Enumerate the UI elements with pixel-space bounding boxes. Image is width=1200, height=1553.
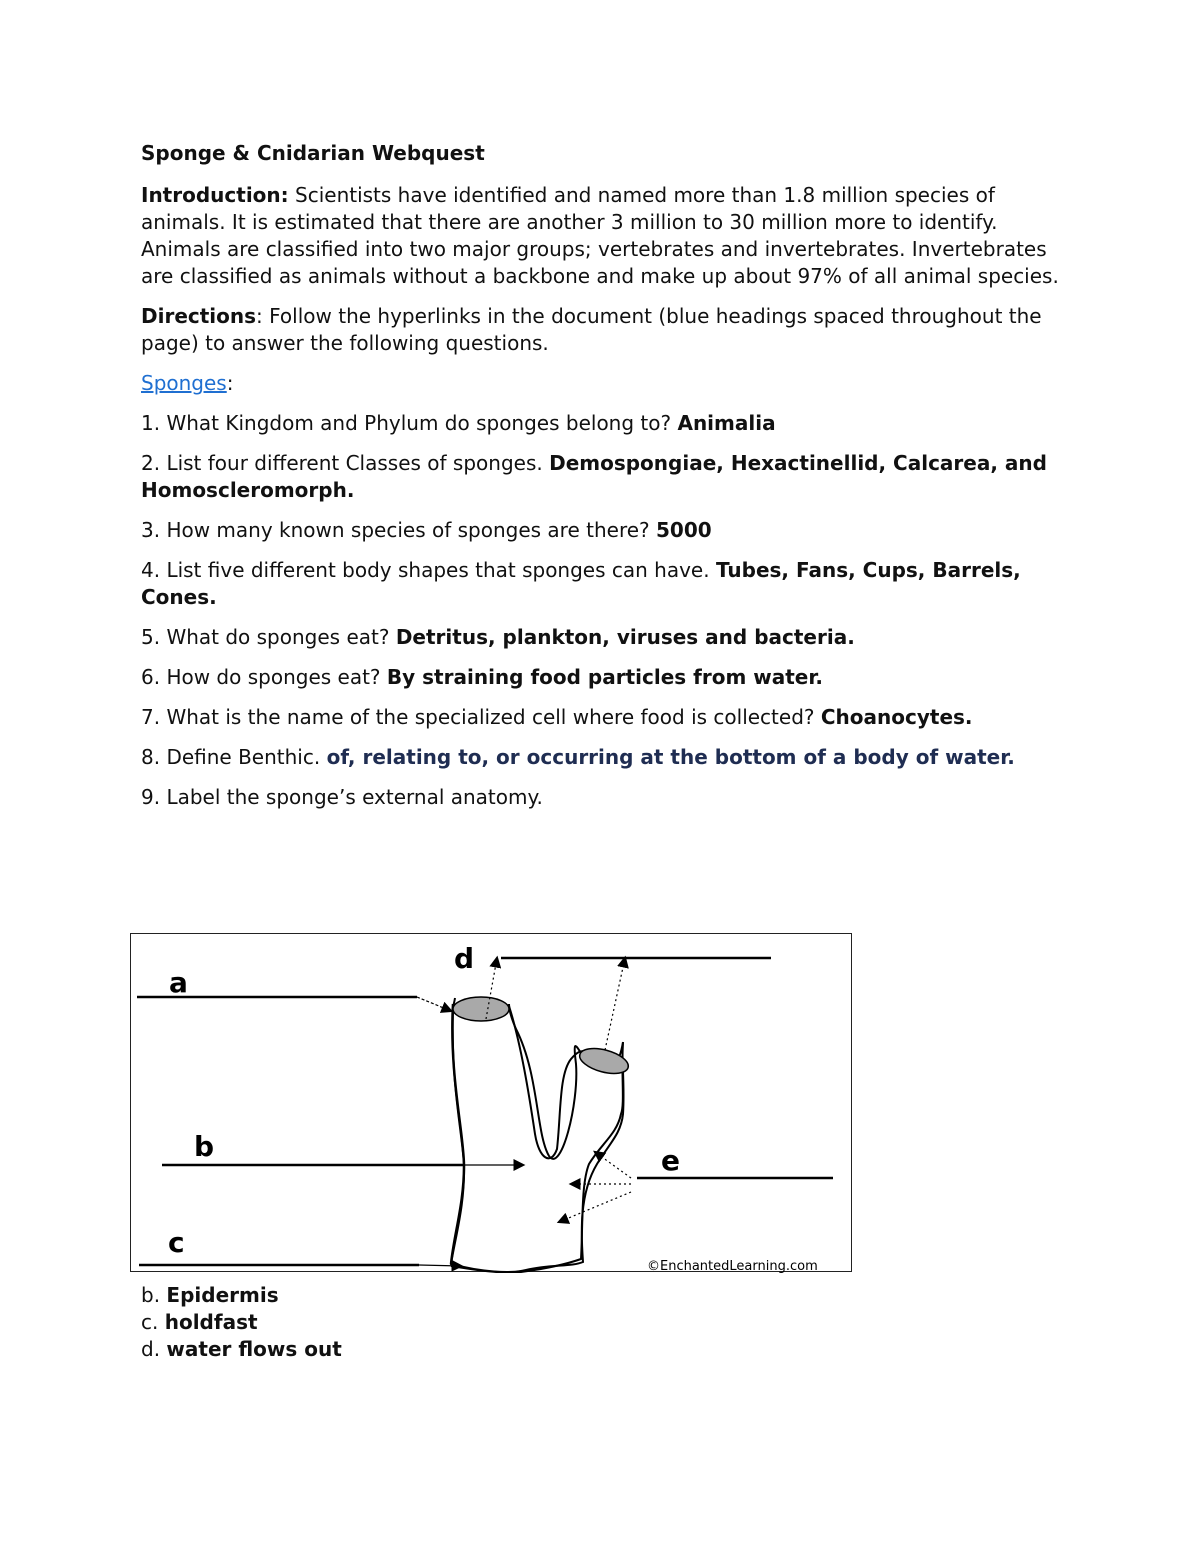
- sponge-right-wall: [451, 1042, 623, 1273]
- question-text: 5. What do sponges eat?: [141, 625, 396, 649]
- question-text: 3. How many known species of sponges are there?: [141, 518, 656, 542]
- answer-d: [141, 1336, 342, 1363]
- sponge-anatomy-diagram: [130, 933, 852, 1272]
- question-text: 4. List five different body shapes that sponges can have.: [141, 558, 716, 582]
- question-4: [141, 557, 1061, 611]
- label-letter-b: b: [194, 1130, 215, 1163]
- section-heading: [141, 370, 1061, 397]
- question-text: 6. How do sponges eat?: [141, 665, 387, 689]
- question-9: [141, 784, 1061, 811]
- answer-letter: d.: [141, 1337, 161, 1361]
- answer-letter: c.: [141, 1310, 159, 1334]
- directions-label: Directions: [141, 304, 257, 328]
- question-text: 8. Define Benthic.: [141, 745, 327, 769]
- intro-text: Scientists have identified and named more than 1.8 million species of animals. It is estimated that there are another 3 million to 30 million more to identify. Animals are classified into two major groups; vertebrates and invertebrates. Invertebrates are classified as animals without a backbone and make up about 97% of all animal species.: [141, 183, 1059, 288]
- label-letter-d: d: [454, 942, 475, 975]
- sponge-body: [451, 998, 624, 1272]
- document-page: [141, 138, 1061, 824]
- question-5: [141, 624, 1061, 651]
- sponge-drawing: [131, 934, 853, 1273]
- question-text: 9. Label the sponge’s external anatomy.: [141, 785, 543, 809]
- answer-text: of, relating to, or occurring at the bottom of a body of water.: [326, 745, 1015, 769]
- answer-text: 5000: [656, 518, 712, 542]
- answer-b: [141, 1282, 342, 1309]
- anatomy-answers: [141, 1282, 342, 1363]
- question-8: [141, 744, 1061, 771]
- arrow-d-right: [605, 958, 625, 1050]
- answer-value: Epidermis: [166, 1283, 279, 1307]
- label-letter-c: c: [168, 1226, 185, 1259]
- answer-text: By straining food particles from water.: [386, 665, 823, 689]
- arrow-e-1: [595, 1152, 631, 1178]
- answer-text: Animalia: [677, 411, 776, 435]
- intro-label: Introduction:: [141, 183, 289, 207]
- intro-paragraph: [141, 182, 1061, 290]
- question-text: 2. List four different Classes of sponges.: [141, 451, 550, 475]
- sponge-inner-wall: [509, 1006, 585, 1158]
- directions-paragraph: [141, 303, 1061, 357]
- question-2: [141, 450, 1061, 504]
- answer-c: [141, 1309, 342, 1336]
- section-suffix: :: [226, 371, 234, 395]
- question-7: [141, 704, 1061, 731]
- answer-text: Demospongiae, Hexactinellid, Calcarea, and Homoscleromorph.: [141, 451, 1047, 502]
- directions-text: : Follow the hyperlinks in the document (blue headings spaced throughout the page) to answer the following questions.: [141, 304, 1042, 355]
- label-letter-a: a: [169, 966, 188, 999]
- sponge-left-wall: [451, 1004, 464, 1264]
- diagram-credit: ©EnchantedLearning.com: [647, 1259, 818, 1273]
- osculum-left: [453, 997, 509, 1021]
- sponges-link[interactable]: Sponges: [141, 371, 227, 395]
- answer-value: holdfast: [164, 1310, 258, 1334]
- answer-text: Choanocytes.: [820, 705, 973, 729]
- arrow-a: [417, 997, 451, 1011]
- question-3: [141, 517, 1061, 544]
- page-title: Sponge & Cnidarian Webquest: [141, 141, 485, 165]
- question-6: [141, 664, 1061, 691]
- label-letter-e: e: [661, 1144, 680, 1177]
- question-1: [141, 410, 1061, 437]
- question-text: 7. What is the name of the specialized cell where food is collected?: [141, 705, 821, 729]
- answer-letter: b.: [141, 1283, 161, 1307]
- answer-value: water flows out: [166, 1337, 342, 1361]
- arrow-e-3: [559, 1192, 631, 1222]
- answer-text: Detritus, plankton, viruses and bacteria.: [395, 625, 855, 649]
- question-text: 1. What Kingdom and Phylum do sponges belong to?: [141, 411, 678, 435]
- answer-text: Tubes, Fans, Cups, Barrels, Cones.: [141, 558, 1021, 609]
